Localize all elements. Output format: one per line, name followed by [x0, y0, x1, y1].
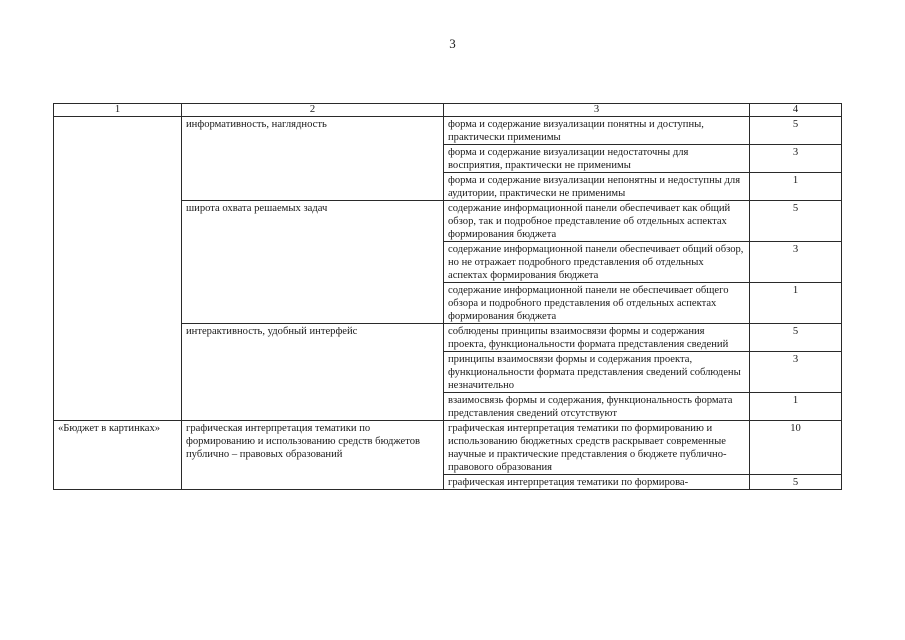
level-description: содержание информационной панели обеспечивает общий обзор, но не отражает подробного представления об отдельных аспектах формирования бюджета [444, 242, 750, 283]
level-description: принципы взаимосвязи формы и содержания проекта, функциональности формата представления сведений соблюдены незначительно [444, 352, 750, 393]
column-header: 2 [182, 104, 444, 117]
score-cell: 3 [750, 242, 842, 283]
column-header: 4 [750, 104, 842, 117]
column-header: 3 [444, 104, 750, 117]
level-description: соблюдены принципы взаимосвязи формы и содержания проекта, функциональности формата представления сведений [444, 324, 750, 352]
score-cell: 10 [750, 421, 842, 475]
page-number: 3 [449, 36, 456, 51]
score-cell: 3 [750, 145, 842, 173]
criteria-table [53, 103, 842, 490]
object-cell [54, 117, 182, 421]
header-row [54, 104, 842, 117]
criterion-cell: интерактивность, удобный интерфейс [182, 324, 444, 421]
level-description: форма и содержание визуализации недостаточны для восприятия, практически не применимы [444, 145, 750, 173]
level-description: форма и содержание визуализации непонятны и недоступны для аудитории, практически не применимы [444, 173, 750, 201]
score-cell: 1 [750, 173, 842, 201]
level-description: форма и содержание визуализации понятны и доступны, практически применимы [444, 117, 750, 145]
object-cell: «Бюджет в картинках» [54, 421, 182, 490]
criterion-cell: графическая интерпретация тематики по формированию и использованию средств бюджетов публично – правовых образований [182, 421, 444, 490]
score-cell: 5 [750, 201, 842, 242]
score-cell: 5 [750, 475, 842, 490]
level-description: содержание информационной панели обеспечивает как общий обзор, так и подробное представление об отдельных аспектах формирования бюджета [444, 201, 750, 242]
criterion-cell: широта охвата решаемых задач [182, 201, 444, 324]
column-header: 1 [54, 104, 182, 117]
score-cell: 5 [750, 117, 842, 145]
criterion-cell: информативность, наглядность [182, 117, 444, 201]
score-cell: 1 [750, 283, 842, 324]
score-cell: 3 [750, 352, 842, 393]
table-row [54, 421, 842, 475]
level-description: графическая интерпретация тематики по формированию и использованию бюджетных средств раскрывает современные научные и практические представления о бюджете публично-правового образования [444, 421, 750, 475]
score-cell: 5 [750, 324, 842, 352]
score-cell: 1 [750, 393, 842, 421]
level-description: графическая интерпретация тематики по формирова- [444, 475, 750, 490]
level-description: содержание информационной панели не обеспечивает общего обзора и подробного представления об отдельных аспектах формирования бюджета [444, 283, 750, 324]
table-row [54, 117, 842, 145]
level-description: взаимосвязь формы и содержания, функциональность формата представления сведений отсутствуют [444, 393, 750, 421]
